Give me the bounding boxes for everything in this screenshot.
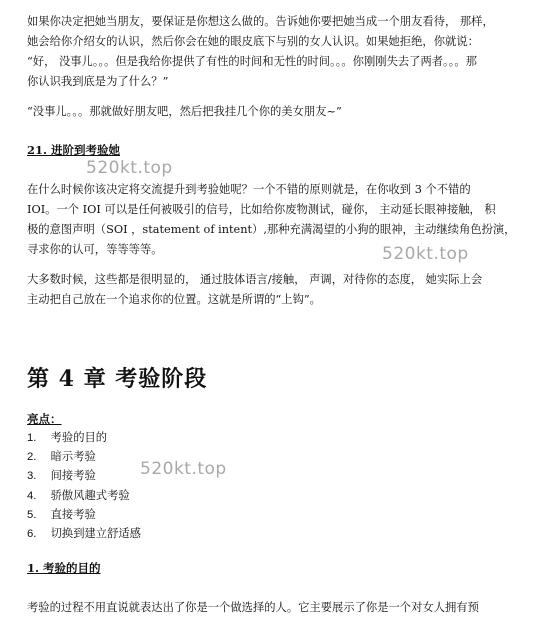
text-line: 在什么时候你该决定将交流提升到考验她呢？一个不错的原则就是，在你收到 3 个不错的 bbox=[27, 183, 471, 196]
paragraph-test-purpose bbox=[27, 598, 527, 618]
text-line: 主动把自己放在一个追求你的位置。这就是所谓的“上钩”。 bbox=[27, 293, 321, 306]
text-line: 大多数时候，这些都是很明显的， 通过肢体语言/接触， 声调，对待你的态度， 她实际上会 bbox=[27, 273, 483, 286]
chapter-title: 第 4 章 考验阶段 bbox=[27, 366, 208, 392]
text-line: 极的意图声明（SOI ，statement of intent）,那种充满渴望的小狗的眼神，主动继续角色扮演， bbox=[27, 223, 516, 236]
list-item: 4. 骄傲风趣式考验 bbox=[27, 488, 130, 502]
paragraph-friend-advice bbox=[27, 12, 527, 92]
text-line: IOI。一个 IOI 可以是任何被吸引的信号，比如给你废物测试，碰你， 主动延长眼神接触， 积 bbox=[27, 203, 496, 216]
text-line: 你认识我到底是为了什么？” bbox=[27, 75, 169, 88]
text-line: 考验的过程不用直说就表达出了你是一个做选择的人。它主要展示了你是一个对女人拥有预 bbox=[27, 601, 479, 614]
paragraph-hooked bbox=[27, 270, 527, 310]
text-line: 如果你决定把她当朋友，要保证是你想这么做的。告诉她你要把她当成一个朋友看待， 那样， bbox=[27, 15, 494, 28]
list-item: 6. 切换到建立舒适感 bbox=[27, 526, 141, 540]
text-line: 寻求你的认可，等等等等。 bbox=[27, 243, 163, 256]
watermark: 520kt.top bbox=[140, 459, 227, 479]
text-line: “没事儿。。。那就做好朋友吧，然后把我挂几个你的美女朋友~” bbox=[27, 105, 342, 118]
list-item: 2. 暗示考验 bbox=[27, 450, 96, 464]
watermark: 520kt.top bbox=[86, 158, 173, 178]
section-heading-1: 1. 考验的目的 bbox=[27, 561, 101, 575]
highlights-title: 亮点： bbox=[27, 412, 62, 426]
list-item: 5. 直接考验 bbox=[27, 507, 96, 521]
text-line: 她会给你介绍女的认识，然后你会在她的眼皮底下与别的女人认识。如果她拒绝，你就说： bbox=[27, 35, 479, 48]
list-item: 1. 考验的目的 bbox=[27, 431, 108, 444]
text-line: “好， 没事儿。。。但是我给你提供了有性的时间和无性的时间。。。你刚刚失去了两者。。。那 bbox=[27, 55, 477, 68]
list-item: 3. 间接考验 bbox=[27, 469, 96, 483]
highlights-list bbox=[27, 428, 141, 543]
paragraph-quote bbox=[27, 102, 527, 122]
watermark: 520kt.top bbox=[382, 244, 469, 264]
section-heading-21: 21. 进阶到考验她 bbox=[27, 143, 121, 157]
